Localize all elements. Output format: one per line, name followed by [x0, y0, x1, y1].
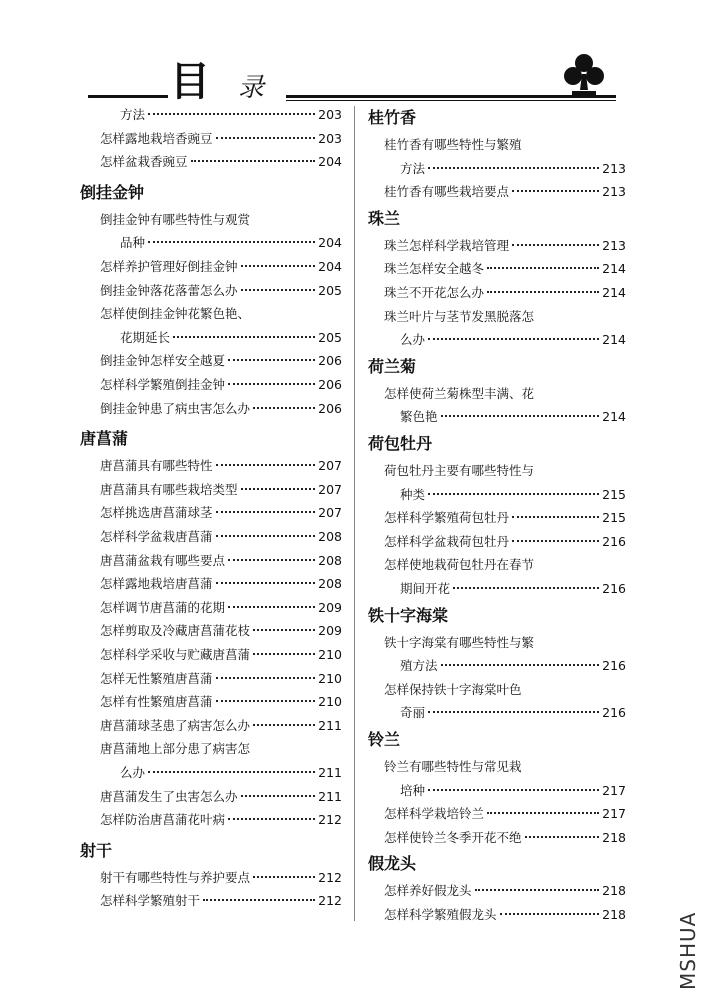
dot-leader: [253, 724, 315, 726]
toc-entry[interactable]: [400, 782, 626, 800]
toc-entry[interactable]: [400, 160, 626, 178]
toc-entry[interactable]: [100, 892, 342, 910]
toc-entry-title: 花期延长: [120, 329, 171, 345]
toc-entry[interactable]: [384, 882, 626, 900]
dot-leader: [253, 876, 315, 878]
dot-leader: [453, 587, 599, 589]
header-rule-right-thin: [286, 100, 616, 101]
toc-entry[interactable]: [120, 106, 342, 124]
toc-entry-page: 208: [318, 552, 342, 568]
toc-entry[interactable]: [400, 580, 626, 598]
toc-entry-title: 期间开花: [400, 581, 451, 596]
toc-entry-page: 211: [318, 788, 342, 804]
toc-entry-page: 216: [602, 658, 626, 674]
dot-leader: [241, 265, 316, 267]
toc-entry-title: 珠兰怎样安全越冬: [384, 261, 485, 277]
section-heading: 荷包牡丹: [368, 434, 433, 453]
toc-entry-continued[interactable]: 倒挂金钟有哪些特性与观赏: [100, 211, 251, 227]
toc-entry[interactable]: [100, 481, 342, 499]
dot-leader: [512, 244, 599, 246]
toc-entry-title: 怎样科学采收与贮藏唐菖蒲: [100, 647, 251, 662]
toc-entry-page: 214: [602, 332, 626, 348]
dot-leader: [500, 913, 600, 915]
toc-entry-title: 射干有哪些特性与养护要点: [100, 869, 251, 885]
toc-entry-page: 216: [602, 533, 626, 549]
toc-entry-title: 怎样剪取及冷藏唐菖蒲花枝: [100, 623, 251, 639]
toc-entry-title: 珠兰不开花怎么办: [384, 285, 485, 300]
toc-entry-continued[interactable]: 铃兰有哪些特性与常见栽: [384, 759, 522, 774]
toc-entry-page: 203: [318, 130, 342, 146]
dot-leader: [241, 289, 316, 291]
dot-leader: [228, 559, 315, 561]
toc-entry-page: 205: [318, 282, 342, 298]
section-heading: 桂竹香: [368, 108, 417, 127]
toc-entry-page: 205: [318, 329, 342, 345]
toc-entry-title: 唐菖蒲具有哪些特性: [100, 458, 213, 474]
toc-entry-title: 么办: [120, 765, 146, 780]
dot-leader: [253, 653, 315, 655]
toc-entry-page: 204: [318, 154, 342, 170]
toc-entry[interactable]: [100, 528, 342, 546]
toc-entry-page: 207: [318, 505, 342, 521]
toc-entry-title: 倒挂金钟落花落蕾怎么办: [100, 282, 238, 298]
title-char-mu: 目: [170, 58, 210, 105]
dot-leader: [191, 160, 316, 162]
section-heading: 荷兰菊: [368, 356, 417, 376]
toc-entry-continued[interactable]: 铁十字海棠有哪些特性与繁: [384, 634, 535, 650]
toc-entry-page: 203: [318, 107, 342, 122]
toc-entry[interactable]: [384, 805, 626, 823]
dot-leader: [228, 606, 315, 608]
toc-entry-title: 唐菖蒲球茎患了病害怎么办: [100, 717, 251, 733]
toc-entry-page: 215: [602, 486, 626, 502]
dot-leader: [487, 267, 599, 269]
toc-entry-page: 209: [318, 623, 342, 639]
toc-entry-page: 204: [318, 235, 342, 251]
dot-leader: [512, 190, 599, 192]
toc-entry[interactable]: [100, 376, 342, 394]
toc-entry[interactable]: [100, 646, 342, 664]
title-char-lu: 录: [238, 73, 265, 103]
section-heading: 珠兰: [368, 208, 401, 228]
toc-entry-page: 208: [318, 576, 342, 592]
toc-entry-continued[interactable]: 荷包牡丹主要有哪些特性与: [384, 463, 535, 478]
dot-leader: [216, 700, 316, 702]
toc-entry-title: 倒挂金钟患了病虫害怎么办: [100, 400, 251, 416]
dot-leader: [428, 493, 599, 495]
toc-entry-title: 怎样科学繁殖荷包牡丹: [384, 510, 510, 526]
toc-entry-page: 209: [318, 599, 342, 615]
toc-entry-title: 种类: [400, 486, 426, 502]
toc-entry-page: 211: [318, 717, 342, 733]
toc-entry-title: 怎样养护管理好倒挂金钟: [100, 259, 238, 274]
toc-entry[interactable]: [100, 457, 342, 475]
toc-entry-page: 204: [318, 259, 342, 274]
section-heading: 射干: [80, 840, 113, 860]
toc-entry-page: 207: [318, 481, 342, 497]
toc-entry-title: 怎样无性繁殖唐菖蒲: [100, 670, 213, 686]
toc-entry-continued[interactable]: 怎样使倒挂金钟花繁色艳、: [100, 306, 251, 322]
dot-leader: [148, 241, 315, 243]
section-heading: 唐菖蒲: [80, 429, 129, 449]
dot-leader: [228, 359, 315, 361]
toc-entry[interactable]: [120, 234, 342, 252]
toc-entry-title: 倒挂金钟怎样安全越夏: [100, 353, 226, 369]
dot-leader: [216, 137, 316, 139]
toc-entry-page: 208: [318, 529, 342, 544]
toc-entry-page: 213: [602, 237, 626, 253]
toc-entry[interactable]: [400, 657, 626, 675]
dot-leader: [512, 540, 599, 542]
toc-entry-title: 怎样科学繁殖射干: [100, 893, 201, 909]
toc-entry[interactable]: [100, 504, 342, 522]
toc-entry-title: 桂竹香有哪些栽培要点: [384, 184, 510, 200]
header-rule-left: [88, 95, 168, 98]
toc-entry-page: 210: [318, 694, 342, 710]
toc-entry-continued[interactable]: 怎样保持铁十字海棠叶色: [384, 681, 522, 697]
toc-entry-title: 殖方法: [400, 658, 438, 674]
column-divider: [354, 106, 355, 921]
toc-entry-page: 210: [318, 647, 342, 662]
toc-entry-title: 怎样露地栽培唐菖蒲: [100, 576, 213, 592]
dot-leader: [428, 167, 599, 169]
toc-entry[interactable]: [100, 352, 342, 370]
toc-entry-title: 怎样有性繁殖唐菖蒲: [100, 694, 213, 710]
dot-leader: [428, 338, 599, 340]
toc-entry[interactable]: [100, 552, 342, 570]
toc-entry[interactable]: [384, 260, 626, 278]
toc-entry[interactable]: [100, 130, 342, 148]
toc-entry[interactable]: [120, 764, 342, 782]
dot-leader: [512, 516, 599, 518]
dot-leader: [487, 291, 599, 293]
dot-leader: [253, 629, 315, 631]
toc-entry[interactable]: [100, 282, 342, 300]
dot-leader: [216, 511, 316, 513]
toc-entry[interactable]: [400, 704, 626, 722]
toc-entry[interactable]: [100, 575, 342, 593]
toc-entry[interactable]: [100, 670, 342, 688]
toc-entry[interactable]: [100, 693, 342, 711]
toc-entry[interactable]: [384, 284, 626, 302]
toc-entry-title: 怎样科学繁殖假龙头: [384, 907, 497, 922]
toc-entry-title: 珠兰怎样科学栽培管理: [384, 237, 510, 253]
section-heading: 假龙头: [368, 854, 417, 874]
toc-entry-title: 方法: [120, 107, 146, 122]
toc-entry-page: 214: [602, 261, 626, 277]
dot-leader: [441, 664, 600, 666]
toc-entry[interactable]: [100, 811, 342, 829]
dot-leader: [216, 535, 316, 537]
toc-entry-page: 218: [602, 829, 626, 845]
dot-leader: [148, 771, 315, 773]
toc-entry-continued[interactable]: 怎样使地栽荷包牡丹在春节: [384, 557, 535, 573]
toc-entry-page: 218: [602, 883, 626, 899]
toc-entry[interactable]: [100, 153, 342, 171]
dot-leader: [173, 336, 315, 338]
toc-entry-page: 215: [602, 510, 626, 526]
toc-entry[interactable]: [100, 869, 342, 887]
toc-entry[interactable]: [384, 829, 626, 847]
dot-leader: [216, 582, 316, 584]
toc-entry-continued[interactable]: 珠兰叶片与茎节发黑脱落怎: [384, 308, 535, 324]
toc-entry-title: 怎样挑选唐菖蒲球茎: [100, 505, 213, 521]
left-column: [80, 106, 342, 926]
toc-entry-title: 怎样科学盆栽荷包牡丹: [384, 533, 510, 549]
toc-entry-title: 唐菖蒲盆栽有哪些要点: [100, 552, 226, 568]
toc-entry-title: 方法: [400, 160, 426, 176]
toc-entry-page: 206: [318, 400, 342, 416]
dot-leader: [428, 711, 599, 713]
toc-entry-continued[interactable]: 桂竹香有哪些特性与繁殖: [384, 137, 522, 152]
toc-entry[interactable]: [400, 486, 626, 504]
toc-entry-title: 怎样科学栽培铃兰: [384, 806, 485, 822]
dot-leader: [441, 415, 600, 417]
dot-leader: [203, 899, 315, 901]
toc-entry-page: 212: [318, 812, 342, 828]
toc-entry-page: 213: [602, 184, 626, 200]
toc-entry-title: 怎样科学盆栽唐菖蒲: [100, 529, 213, 544]
toc-entry-continued[interactable]: 唐菖蒲地上部分患了病害怎: [100, 741, 251, 757]
toc-entry-title: 怎样盆栽香豌豆: [100, 154, 188, 170]
section-heading: 铃兰: [368, 730, 401, 749]
toc-entry[interactable]: [100, 788, 342, 806]
dot-leader: [475, 889, 600, 891]
toc-entry-title: 培种: [400, 782, 426, 798]
toc-entry-title: 怎样防治唐菖蒲花叶病: [100, 812, 226, 828]
dot-leader: [241, 488, 316, 490]
toc-entry[interactable]: [384, 237, 626, 255]
toc-entry-page: 210: [318, 670, 342, 686]
dot-leader: [228, 383, 315, 385]
toc-entry-page: 207: [318, 458, 342, 474]
toc-entry-title: 繁色艳: [400, 409, 438, 425]
toc-entry[interactable]: [100, 622, 342, 640]
toc-entry-title: 怎样露地栽培香豌豆: [100, 130, 213, 146]
dot-leader: [428, 789, 599, 791]
toc-entry[interactable]: [100, 400, 342, 418]
toc-entry-page: 214: [602, 409, 626, 425]
club-ornament-icon: [562, 52, 606, 98]
toc-entry-page: 216: [602, 705, 626, 721]
toc-entry-page: 214: [602, 285, 626, 300]
toc-entry-title: 唐菖蒲发生了虫害怎么办: [100, 788, 238, 804]
right-column: [368, 106, 626, 926]
dot-leader: [525, 836, 600, 838]
dot-leader: [241, 795, 316, 797]
dot-leader: [216, 464, 316, 466]
toc-entry-title: 品种: [120, 235, 146, 251]
toc-entry-page: 212: [318, 869, 342, 885]
dot-leader: [148, 113, 315, 115]
toc-entry-title: 怎样调节唐菖蒲的花期: [100, 599, 226, 615]
toc-entry-title: 么办: [400, 332, 426, 348]
toc-entry[interactable]: [120, 329, 342, 347]
toc-entry-title: 唐菖蒲具有哪些栽培类型: [100, 481, 238, 497]
toc-entry-continued[interactable]: 怎样使荷兰菊株型丰满、花: [384, 385, 535, 401]
toc-entry-page: 217: [602, 782, 626, 798]
dot-leader: [216, 677, 316, 679]
toc-entry[interactable]: [384, 533, 626, 551]
toc-entry[interactable]: [384, 509, 626, 527]
toc-entry-page: 206: [318, 377, 342, 392]
toc-entry[interactable]: [100, 717, 342, 735]
dot-leader: [253, 407, 315, 409]
toc-entry-title: 奇丽: [400, 705, 426, 721]
page-header: [0, 0, 708, 110]
toc-entry-title: 怎样养好假龙头: [384, 883, 472, 899]
toc-entry[interactable]: [384, 906, 626, 924]
section-heading: 倒挂金钟: [80, 182, 145, 202]
toc-entry-page: 211: [318, 765, 342, 780]
dot-leader: [487, 812, 599, 814]
toc-entry-page: 216: [602, 581, 626, 596]
toc-entry-page: 212: [318, 893, 342, 909]
dot-leader: [228, 818, 315, 820]
toc-entry-page: 217: [602, 806, 626, 822]
toc-entry-title: 怎样使铃兰冬季开花不绝: [384, 829, 522, 845]
toc-entry[interactable]: [100, 258, 342, 276]
toc-entry-page: 213: [602, 160, 626, 176]
toc-entry[interactable]: [400, 408, 626, 426]
toc-entry-title: 怎样科学繁殖倒挂金钟: [100, 377, 226, 392]
toc-entry[interactable]: [100, 599, 342, 617]
section-heading: 铁十字海棠: [368, 605, 449, 625]
toc-entry-page: 218: [602, 907, 626, 922]
toc-entry[interactable]: [384, 183, 626, 201]
toc-entry[interactable]: [400, 331, 626, 349]
watermark-text: MSHUA: [676, 911, 700, 990]
toc-entry-page: 206: [318, 353, 342, 369]
